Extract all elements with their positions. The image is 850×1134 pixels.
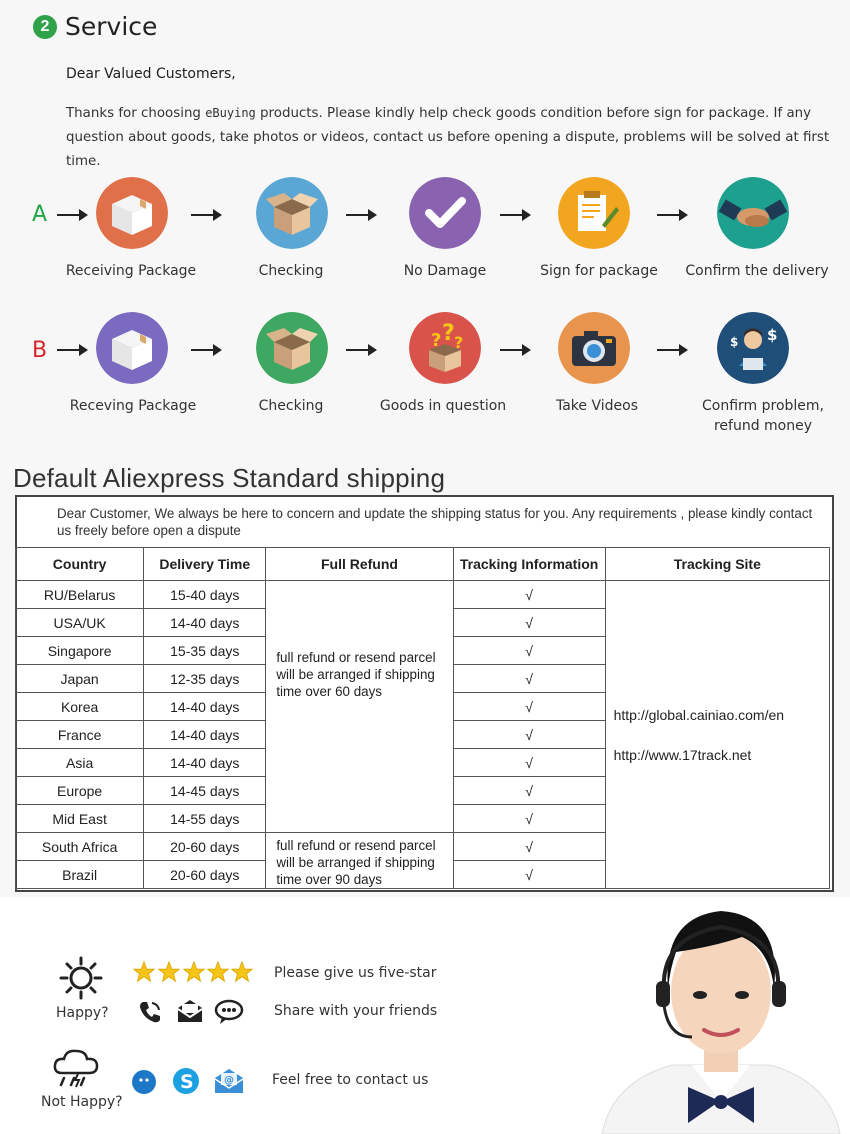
step-label-no-damage: No Damage xyxy=(403,263,487,279)
time-cell: 14-40 days xyxy=(144,609,266,637)
arrow-icon xyxy=(346,214,375,216)
chat-icon[interactable] xyxy=(214,999,244,1025)
flow-b-letter: B xyxy=(32,338,48,363)
star-icon[interactable] xyxy=(231,961,253,983)
arrow-icon xyxy=(191,349,220,351)
country-cell: Mid East xyxy=(16,805,144,833)
time-cell: 14-40 days xyxy=(144,721,266,749)
table-header-row xyxy=(16,548,830,581)
track-cell: √ xyxy=(453,777,605,805)
country-cell: Asia xyxy=(16,749,144,777)
country-cell: USA/UK xyxy=(16,609,144,637)
refund-cell-90 xyxy=(266,833,453,889)
track-cell: √ xyxy=(453,665,605,693)
arrow-icon xyxy=(57,349,86,351)
camera-icon xyxy=(558,312,630,384)
country-cell: Japan xyxy=(16,665,144,693)
country-cell: Korea xyxy=(16,693,144,721)
arrow-icon xyxy=(657,214,686,216)
tracking-site-link-1[interactable]: http://global.cainiao.com/en xyxy=(613,706,785,723)
track-cell: √ xyxy=(453,609,605,637)
step-label-checking: Checking xyxy=(258,398,324,414)
mail-icon[interactable] xyxy=(177,999,203,1023)
messenger-icon[interactable] xyxy=(131,1069,158,1095)
time-cell: 14-45 days xyxy=(144,777,266,805)
header-full-refund: Full Refund xyxy=(266,548,453,581)
refund-cell-60 xyxy=(266,581,453,833)
svg-text:?: ? xyxy=(442,321,455,346)
greeting: Dear Valued Customers, xyxy=(66,66,236,82)
support-agent-icon xyxy=(717,312,789,384)
arrow-icon xyxy=(346,349,375,351)
brand-name: eBuying xyxy=(205,106,256,120)
track-cell: √ xyxy=(453,581,605,609)
open-box-icon xyxy=(256,177,328,249)
arrow-icon xyxy=(657,349,686,351)
track-cell: √ xyxy=(453,833,605,861)
shipping-title: Default Aliexpress Standard shipping xyxy=(13,463,446,493)
tracking-site-cell xyxy=(605,581,829,889)
sun-icon xyxy=(58,955,104,1001)
svg-text:?: ? xyxy=(431,330,442,351)
star-icon[interactable] xyxy=(133,961,155,983)
document-sign-icon xyxy=(558,177,630,249)
header-delivery-time: Delivery Time xyxy=(144,548,266,581)
track-cell: √ xyxy=(453,693,605,721)
time-cell: 15-40 days xyxy=(144,581,266,609)
step-label-checking: Checking xyxy=(258,263,324,279)
phone-icon[interactable] xyxy=(137,999,163,1025)
step-label-goods-question: Goods in question xyxy=(379,398,507,414)
five-star-text: Please give us five-star xyxy=(274,965,437,981)
header-tracking-info: Tracking Information xyxy=(453,548,605,581)
country-cell: France xyxy=(16,721,144,749)
time-cell: 14-55 days xyxy=(144,805,266,833)
refund-text-90: full refund or resend parcel will be arranged if shipping time over 90 days xyxy=(276,838,436,887)
track-cell: √ xyxy=(453,721,605,749)
country-cell: RU/Belarus xyxy=(16,581,144,609)
track-cell: √ xyxy=(453,749,605,777)
checkmark-icon xyxy=(409,177,481,249)
arrow-icon xyxy=(500,349,529,351)
happy-label: Happy? xyxy=(56,1005,109,1021)
storm-cloud-icon xyxy=(52,1047,100,1091)
step-label-confirm: Confirm the delivery xyxy=(685,263,829,279)
confirm-problem-line1: Confirm problem, xyxy=(701,398,824,414)
svg-text:@: @ xyxy=(224,1075,234,1086)
star-icon[interactable] xyxy=(158,961,180,983)
track-cell: √ xyxy=(453,805,605,833)
svg-text:$: $ xyxy=(730,335,739,349)
customer-service-agent-photo xyxy=(592,897,850,1134)
svg-text:S: S xyxy=(180,1071,194,1093)
contact-text: Feel free to contact us xyxy=(272,1072,429,1088)
time-cell: 20-60 days xyxy=(144,861,266,889)
shipping-note: Dear Customer, We always be here to concern and update the shipping status for you. Any requirements , please kindly contact us freely before open a dispute xyxy=(57,506,813,538)
svg-text:$: $ xyxy=(767,326,778,344)
svg-text:?: ? xyxy=(454,333,464,352)
section-title: Service xyxy=(65,12,158,41)
header-country: Country xyxy=(16,548,144,581)
time-cell: 20-60 days xyxy=(144,833,266,861)
country-cell: Brazil xyxy=(16,861,144,889)
shipping-table-box xyxy=(15,495,834,892)
package-icon xyxy=(96,312,168,384)
handshake-icon xyxy=(717,177,789,249)
email-icon[interactable] xyxy=(214,1067,244,1095)
step-label-confirm-problem xyxy=(688,396,838,436)
time-cell: 12-35 days xyxy=(144,665,266,693)
star-icon[interactable] xyxy=(183,961,205,983)
refund-text-60: full refund or resend parcel will be arranged if shipping time over 60 days xyxy=(276,650,436,699)
step-label-take-videos: Take Videos xyxy=(555,398,638,414)
not-happy-label: Not Happy? xyxy=(41,1094,123,1110)
table-row xyxy=(16,581,830,609)
time-cell: 15-35 days xyxy=(144,637,266,665)
step-label-receiving: Receiving Package xyxy=(65,263,197,279)
step-label-receving: Receving Package xyxy=(69,398,197,414)
arrow-icon xyxy=(500,214,529,216)
time-cell: 14-40 days xyxy=(144,693,266,721)
track-cell: √ xyxy=(453,861,605,889)
feedback-section xyxy=(0,897,850,1134)
country-cell: Singapore xyxy=(16,637,144,665)
star-icon[interactable] xyxy=(207,961,229,983)
country-cell: South Africa xyxy=(16,833,144,861)
skype-icon[interactable] xyxy=(172,1067,200,1095)
step-label-sign: Sign for package xyxy=(540,263,658,279)
flow-a-letter: A xyxy=(32,202,48,227)
service-header xyxy=(33,12,157,41)
intro-text-2: products. Please kindly help check goods condition before sign for package. If any question about goods, take photos or videos, contact us before opening a dispute, problems will be solved at first time. xyxy=(66,106,830,169)
share-text: Share with your friends xyxy=(274,1003,438,1019)
package-icon xyxy=(96,177,168,249)
track-cell: √ xyxy=(453,637,605,665)
tracking-site-link-2[interactable]: http://www.17track.net xyxy=(613,746,752,763)
shipping-table xyxy=(15,547,830,889)
intro-paragraph xyxy=(66,101,836,174)
arrow-icon xyxy=(57,214,86,216)
question-box-icon xyxy=(409,312,481,384)
open-box-icon xyxy=(256,312,328,384)
country-cell: Europe xyxy=(16,777,144,805)
step-number-badge: 2 xyxy=(33,15,57,39)
confirm-problem-line2: refund money xyxy=(713,418,813,434)
header-tracking-site: Tracking Site xyxy=(605,548,829,581)
arrow-icon xyxy=(191,214,220,216)
intro-text-1: Thanks for choosing xyxy=(66,106,206,121)
time-cell: 14-40 days xyxy=(144,749,266,777)
